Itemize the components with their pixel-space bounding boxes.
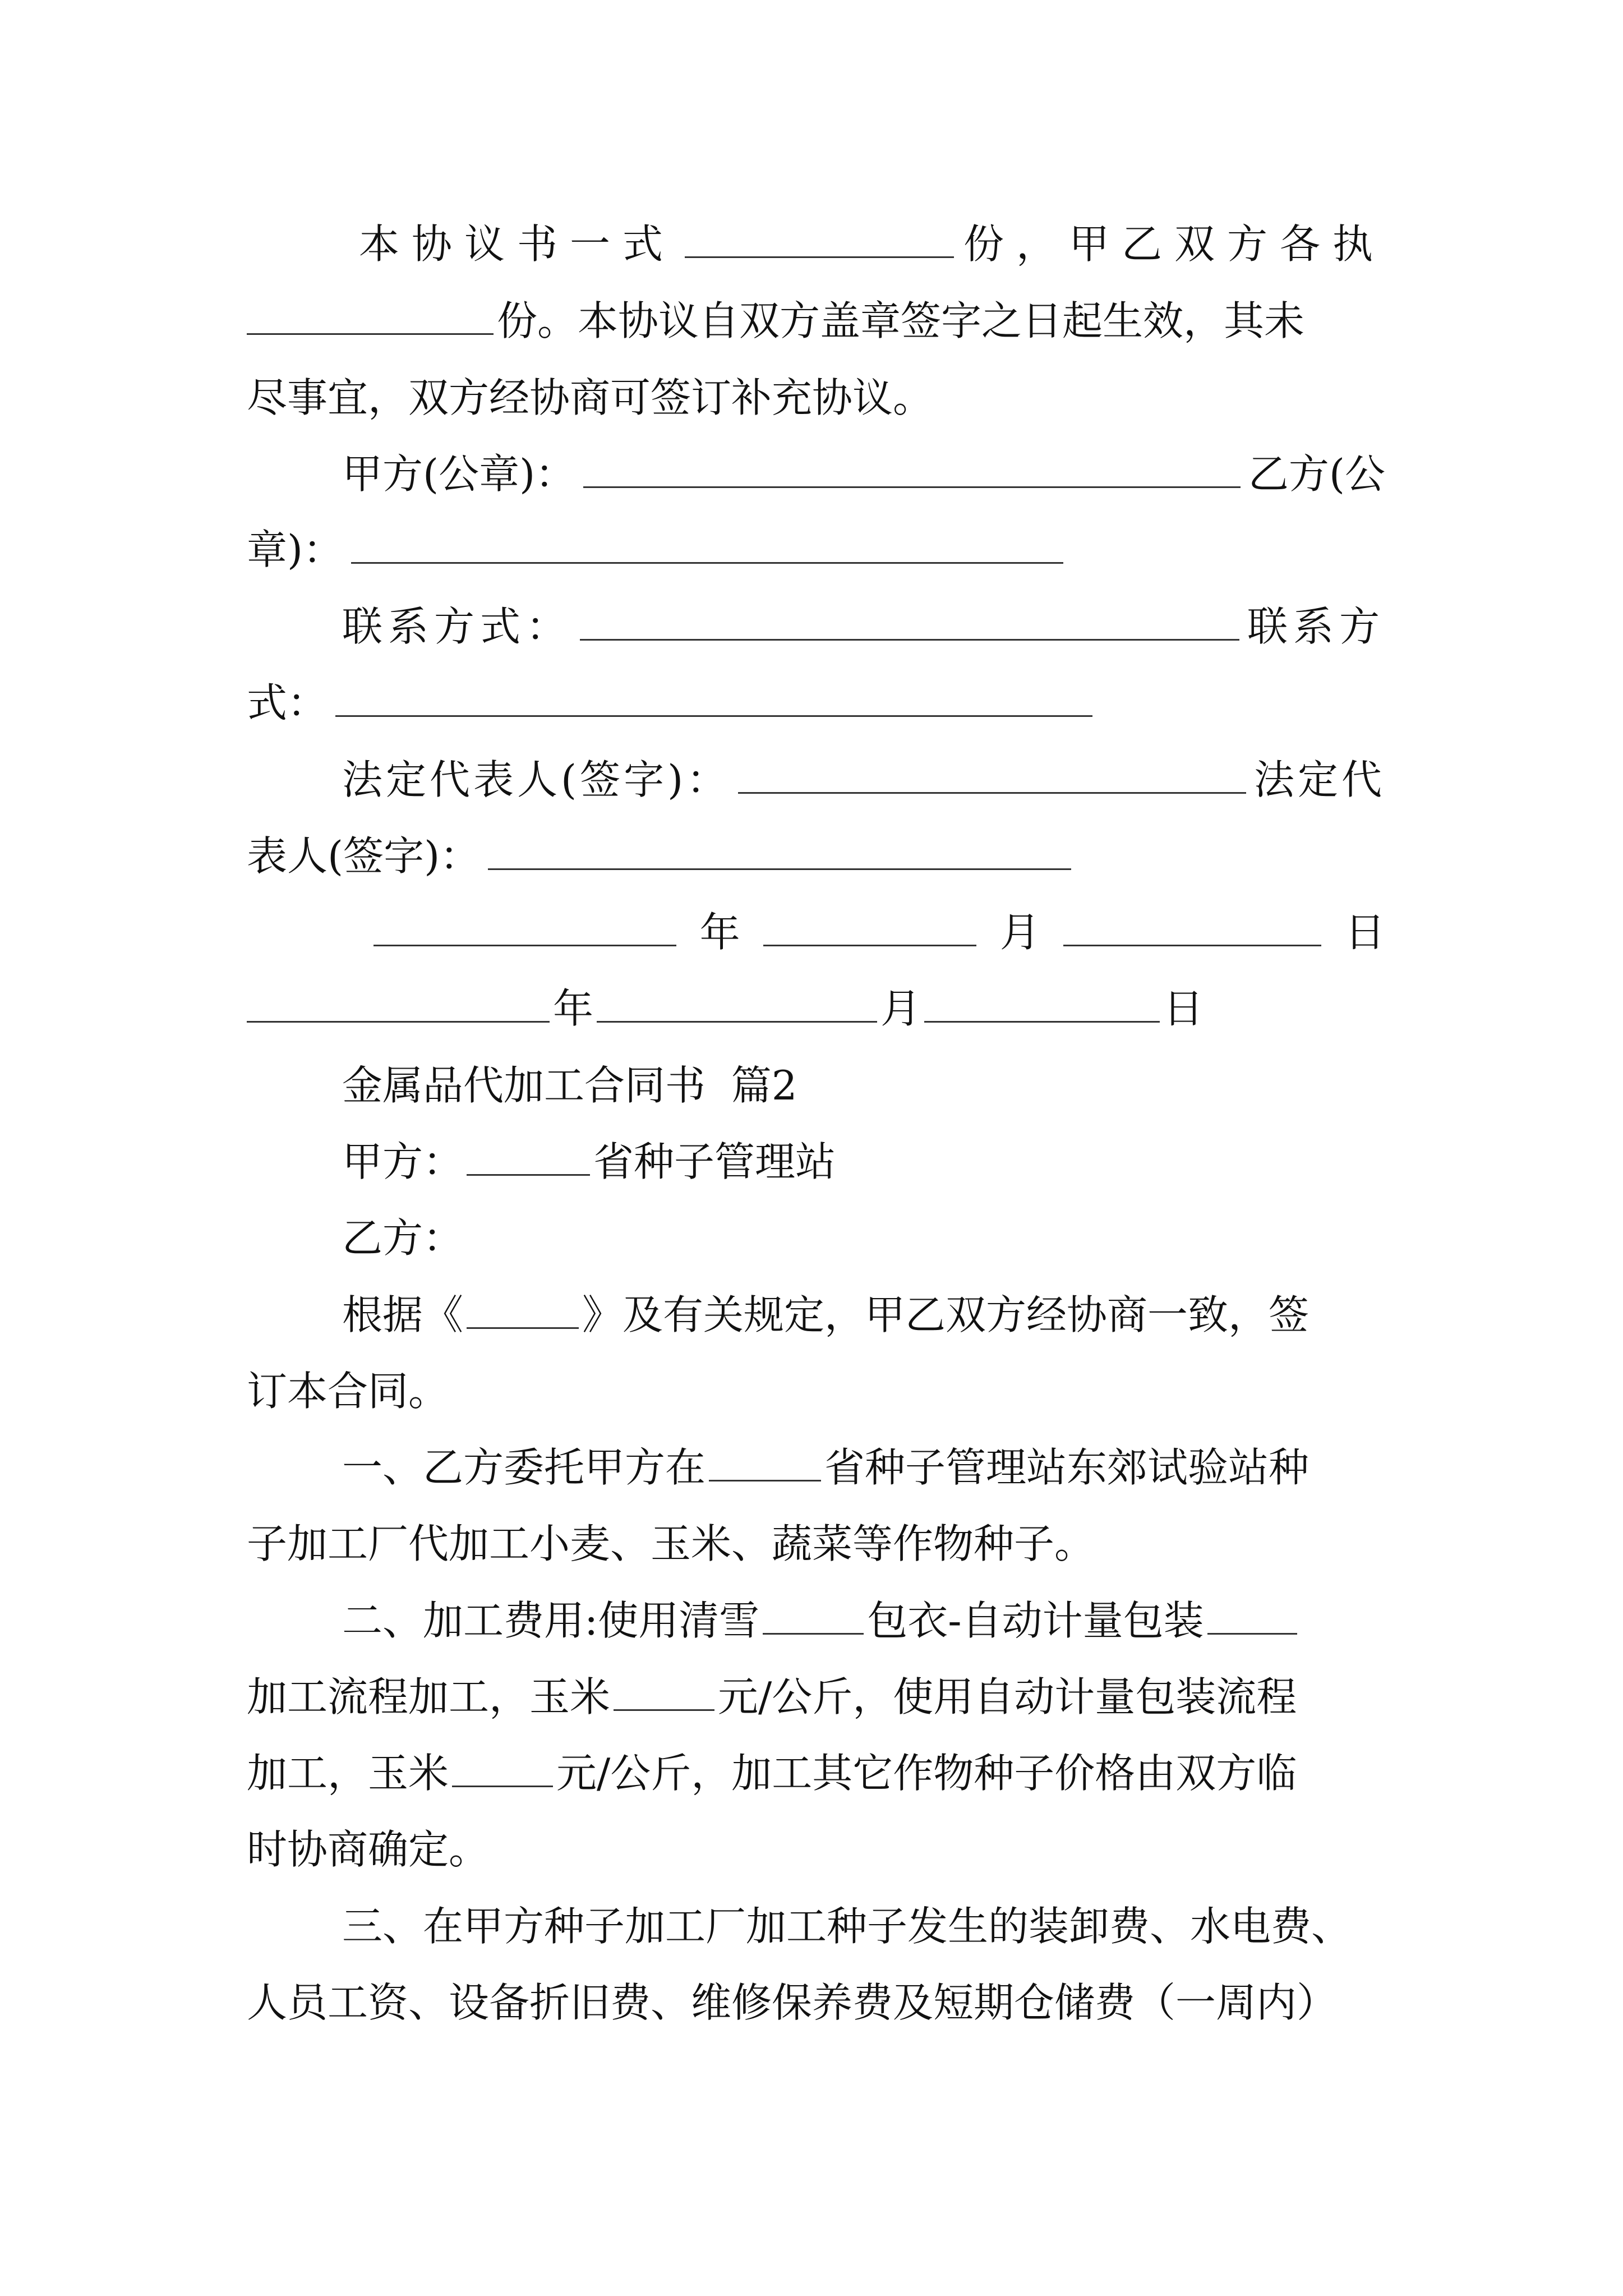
date-line-1 (370, 907, 1385, 958)
article-2-line-1 (342, 1595, 1385, 1646)
party-a-seal-label: 甲方(公章)： (342, 450, 576, 498)
party-b-contact-label: 联系方 (1247, 603, 1385, 650)
law-name-blank (467, 1291, 579, 1329)
signature-seal-line-1 (342, 449, 1385, 499)
price-blank (614, 1673, 714, 1711)
intro-line-1 (342, 1290, 1385, 1340)
text: 子加工厂代加工小麦、玉米、蔬菜等作物种子。 (247, 1520, 1095, 1567)
price-blank (452, 1750, 553, 1787)
party-b-seal-label: 乙方(公 (1248, 450, 1385, 498)
text: 尽事宜，双方经协商可签订补充协议。 (247, 374, 934, 421)
text: 》及有关规定，甲乙双方经协商一致，签 (582, 1291, 1310, 1338)
text: 人员工资、设备折旧费、维修保养费及短期仓储费（一周内） (247, 1979, 1338, 2026)
party-b-representative-label: 法定代 (1253, 756, 1385, 803)
article-3-line-1 (342, 1901, 1385, 1952)
year-blank (374, 909, 676, 946)
article-1-line-1 (342, 1442, 1385, 1493)
day-blank (1063, 909, 1321, 946)
text: 加工，玉米 (247, 1750, 449, 1797)
year-blank (247, 985, 550, 1023)
blank-copies (685, 220, 954, 258)
article-2-line-3 (247, 1748, 1385, 1798)
representative-line-2 (247, 831, 1385, 881)
paragraph-copies-line-2 (247, 296, 1385, 346)
party-a-line (342, 1137, 1385, 1187)
contact-line-1 (342, 601, 1385, 652)
year-label: 年 (553, 985, 594, 1032)
paragraph-copies-line-1 (359, 219, 1385, 269)
text: 省种子管理站东郊试验站种 (824, 1444, 1310, 1491)
text: 章)： (247, 526, 344, 573)
party-b-representative-blank (488, 832, 1071, 870)
text: 份，甲乙双方各执 (963, 220, 1385, 268)
article-2-line-4 (247, 1824, 1385, 1875)
text: 订本合同。 (247, 1368, 449, 1415)
text: 一、乙方委托甲方在 (342, 1444, 706, 1491)
party-b-line (342, 1213, 1385, 1263)
text: 三、在甲方种子加工厂加工种子发生的装卸费、水电费、 (342, 1903, 1352, 1950)
contact-line-2 (247, 678, 1385, 728)
article-3-line-2 (247, 1977, 1385, 2028)
representative-line-1 (342, 754, 1385, 805)
machine-blank (763, 1597, 864, 1635)
article-2-line-2 (247, 1672, 1385, 1722)
party-a-seal-blank (583, 450, 1241, 488)
paragraph-copies-line-3 (247, 372, 1385, 423)
date-line-2 (247, 983, 1385, 1034)
party-a-name: 省种子管理站 (593, 1138, 836, 1185)
province-blank (709, 1444, 821, 1481)
signature-seal-line-2 (247, 524, 1385, 575)
text: 本协议书一式 (359, 220, 676, 268)
party-a-contact-label: 联系方式： (342, 603, 573, 650)
year-label: 年 (699, 909, 740, 956)
month-blank (597, 985, 877, 1023)
text: 二、加工费用:使用清雪 (342, 1597, 760, 1644)
article-1-line-2 (247, 1519, 1385, 1569)
text: 时协商确定。 (247, 1826, 490, 1873)
text: 元/公斤，加工其它作物种子价格由双方临 (556, 1750, 1297, 1797)
text: 根据《 (342, 1291, 464, 1338)
day-blank (924, 985, 1160, 1023)
text: 份。本协议自双方盖章签字之日起生效，其未 (497, 297, 1305, 344)
text: 元/公斤，使用自动计量包装流程 (718, 1673, 1297, 1720)
party-a-representative-blank (738, 756, 1246, 794)
process-blank (1207, 1597, 1297, 1635)
month-label: 月 (999, 909, 1040, 956)
section-title (342, 1060, 1385, 1111)
province-blank (467, 1138, 590, 1176)
day-label: 日 (1163, 985, 1204, 1032)
intro-line-2 (247, 1366, 1385, 1416)
party-b-label: 乙方： (342, 1214, 464, 1262)
text: 包衣-自动计量包装 (867, 1597, 1204, 1644)
day-label: 日 (1344, 909, 1385, 956)
month-blank (763, 909, 976, 946)
text: 表人(签字)： (247, 832, 481, 880)
blank-each-copies (247, 297, 494, 335)
party-a-contact-blank (580, 603, 1239, 641)
text: 式： (247, 679, 328, 726)
text: 加工流程加工，玉米 (247, 1673, 611, 1720)
month-label: 月 (880, 985, 921, 1032)
section-title-text: 金属品代加工合同书 篇2 (342, 1062, 797, 1109)
party-a-label: 甲方： (342, 1138, 464, 1185)
party-b-seal-blank (351, 526, 1063, 564)
party-a-representative-label: 法定代表人(签字)： (342, 756, 731, 803)
party-b-contact-blank (335, 679, 1092, 717)
